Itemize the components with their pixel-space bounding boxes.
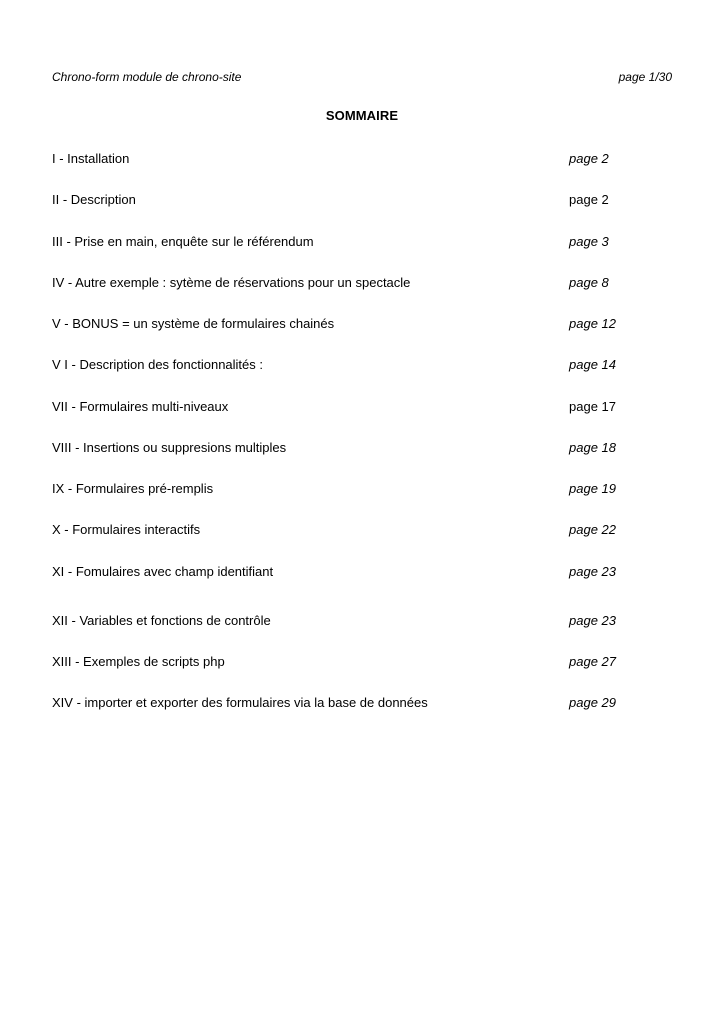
toc-entry-label: X - Formulaires interactifs <box>52 522 201 537</box>
toc-entry-page: page 2 <box>569 192 609 207</box>
toc-entry-label: IV - Autre exemple : sytème de réservations pour un spectacle <box>52 275 411 290</box>
toc-entry-page: page 17 <box>569 399 616 414</box>
toc-entry <box>52 439 652 457</box>
header-page-number: page 1/30 <box>618 70 672 84</box>
toc-entry-page: page 3 <box>569 234 609 249</box>
toc-entry-page: page 19 <box>569 481 616 496</box>
toc-entry-label: XIV - importer et exporter des formulaires via la base de données <box>52 695 428 710</box>
header-document-title: Chrono-form module de chrono-site <box>52 70 242 84</box>
toc-entry-page: page 22 <box>569 522 616 537</box>
toc-entry <box>52 315 652 333</box>
toc-entry-page: page 18 <box>569 440 616 455</box>
page-title: SOMMAIRE <box>325 108 399 123</box>
toc-entry <box>52 563 652 581</box>
toc-entry-label: IX - Formulaires pré-remplis <box>52 481 214 496</box>
toc-entry <box>52 233 652 251</box>
toc-entry-label: XII - Variables et fonctions de contrôle <box>52 613 271 628</box>
toc-entry-page: page 8 <box>569 275 609 290</box>
toc-entry <box>52 398 652 416</box>
toc-entry-page: page 23 <box>569 613 616 628</box>
toc-entry-page: page 27 <box>569 654 616 669</box>
toc-entry <box>52 694 652 712</box>
toc-entry-label: XI - Fomulaires avec champ identifiant <box>52 564 274 579</box>
toc-entry <box>52 653 652 671</box>
toc-entry-label: XIII - Exemples de scripts php <box>52 654 225 669</box>
toc-entry-label: V - BONUS = un système de formulaires chainés <box>52 316 335 331</box>
toc-entry <box>52 480 652 498</box>
toc-entry <box>52 612 652 630</box>
toc-entry-page: page 14 <box>569 357 616 372</box>
toc-entry-label: V I - Description des fonctionnalités : <box>52 357 263 372</box>
toc-entry-page: page 23 <box>569 564 616 579</box>
toc-entry-label: I - Installation <box>52 151 130 166</box>
toc-entry-label: II - Description <box>52 192 136 207</box>
toc-entry <box>52 191 652 209</box>
toc-entry-page: page 12 <box>569 316 616 331</box>
toc-entry-page: page 29 <box>569 695 616 710</box>
toc-entry <box>52 150 652 168</box>
toc-entry <box>52 274 652 292</box>
toc-entry-page: page 2 <box>569 151 609 166</box>
toc-entry-label: VIII - Insertions ou suppresions multiples <box>52 440 287 455</box>
toc-entry-label: III - Prise en main, enquête sur le référendum <box>52 234 314 249</box>
toc-entry-label: VII - Formulaires multi-niveaux <box>52 399 229 414</box>
page-header <box>52 70 672 86</box>
toc-entry <box>52 521 652 539</box>
toc-entry <box>52 356 652 374</box>
